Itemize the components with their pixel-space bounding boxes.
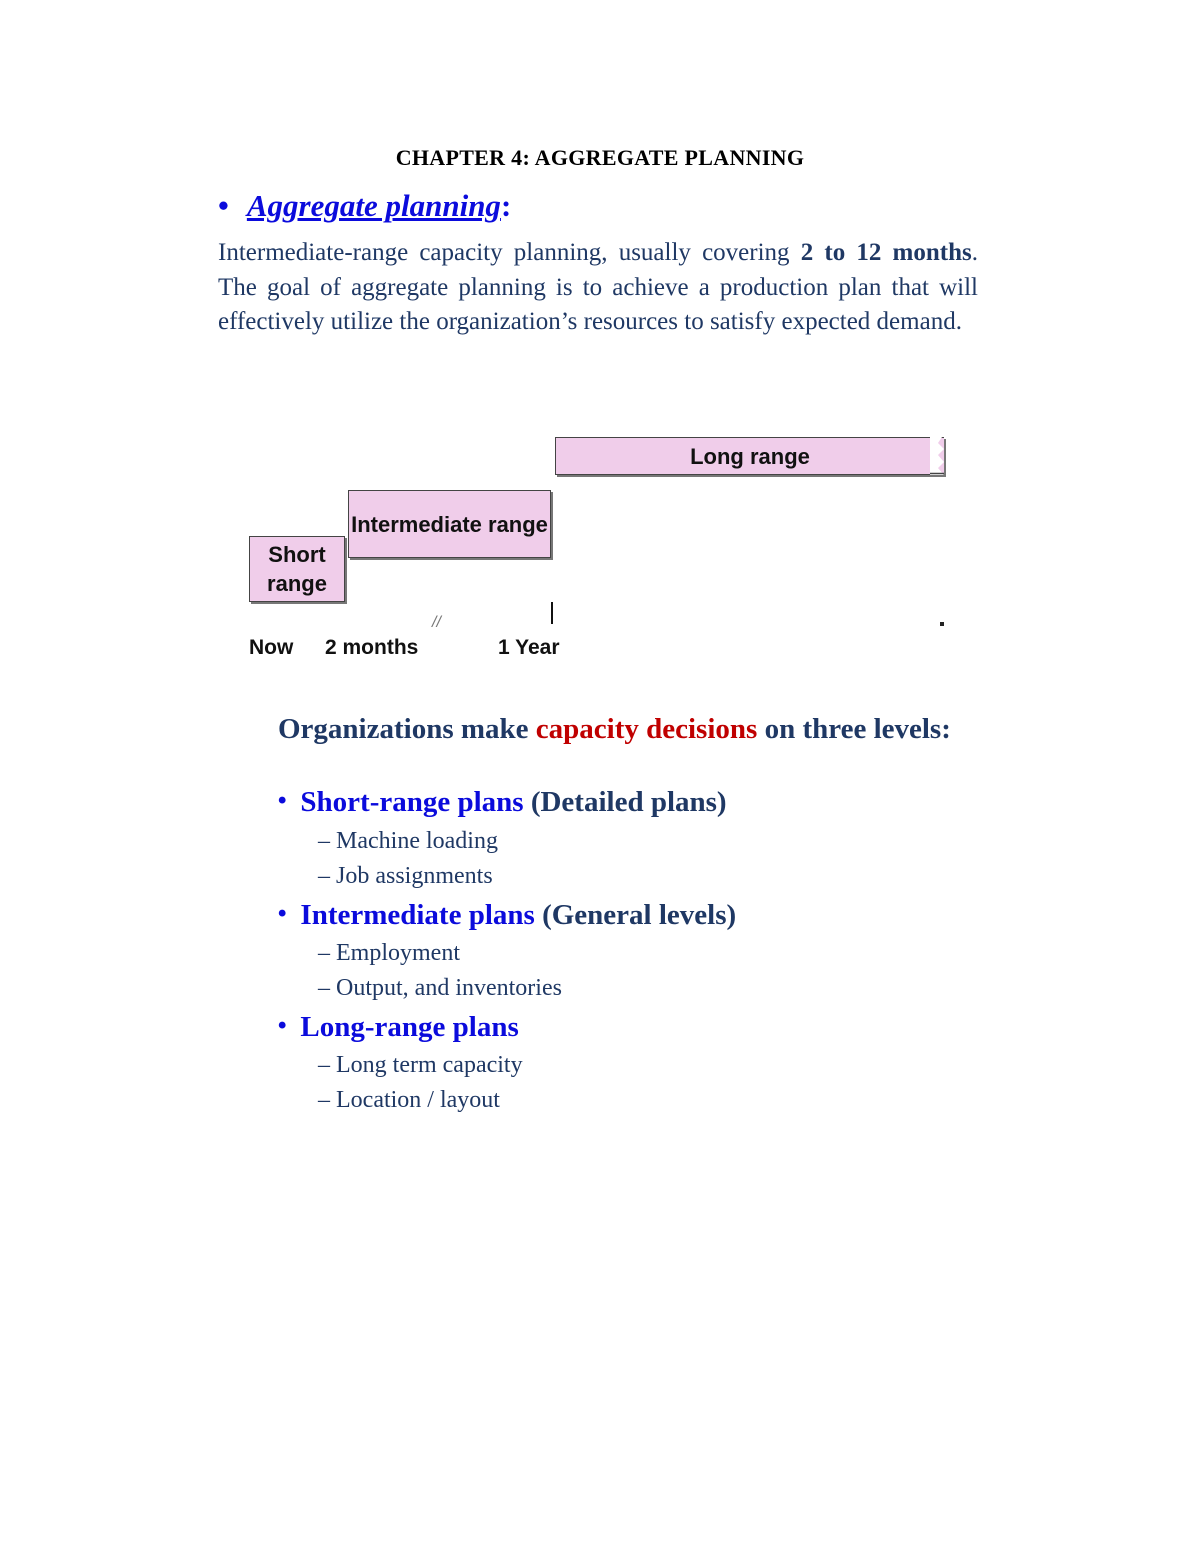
torn-edge-icon bbox=[930, 437, 946, 475]
level-qualifier: (General levels) bbox=[534, 899, 737, 931]
term-label: Aggregate planning bbox=[246, 188, 501, 223]
bullet: • bbox=[218, 188, 229, 223]
level-long-range bbox=[278, 1011, 519, 1044]
term-heading bbox=[218, 188, 511, 224]
list-item: – Machine loading bbox=[318, 828, 498, 854]
level-short-range bbox=[278, 786, 727, 819]
levels-intro bbox=[278, 712, 968, 746]
level-title: Intermediate plans bbox=[300, 899, 535, 931]
definition-text-rest: . The goal of aggregate planning is to achieve a production plan that will effectively utilize the organization’s resources to satisfy expected demand. bbox=[218, 239, 978, 335]
long-range-box bbox=[555, 437, 944, 475]
level-qualifier: (Detailed plans) bbox=[523, 786, 727, 818]
capacity-decisions-highlight: capacity decisions bbox=[535, 713, 758, 745]
levels-intro-text: Organizations make bbox=[278, 713, 536, 745]
bullet: • bbox=[278, 1012, 287, 1039]
tick-label-1-year: 1 Year bbox=[498, 636, 560, 659]
list-item: – Output, and inventories bbox=[318, 975, 562, 1001]
intermediate-range-box bbox=[348, 490, 551, 558]
long-range-label: Long range bbox=[690, 443, 810, 469]
definition-paragraph bbox=[218, 236, 978, 340]
definition-range: 2 to 12 months bbox=[800, 239, 972, 266]
tick-label-now: Now bbox=[249, 636, 294, 659]
list-item: – Job assignments bbox=[318, 863, 493, 889]
chapter-title: CHAPTER 4: AGGREGATE PLANNING bbox=[395, 145, 805, 170]
list-item: – Location / layout bbox=[318, 1087, 500, 1113]
term-colon: : bbox=[500, 188, 512, 223]
bullet: • bbox=[278, 900, 287, 927]
level-title: Short-range plans bbox=[300, 786, 524, 818]
one-year-tick-mark bbox=[551, 602, 553, 624]
list-item: – Long term capacity bbox=[318, 1052, 523, 1078]
short-range-box bbox=[249, 536, 345, 602]
short-range-label: Short range bbox=[267, 542, 327, 596]
axis-break-mark: // bbox=[432, 614, 441, 631]
tick-label-2-months: 2 months bbox=[325, 636, 419, 659]
bullet: • bbox=[278, 787, 287, 814]
definition-text: Intermediate-range capacity planning, usually covering bbox=[218, 239, 801, 266]
level-title: Long-range plans bbox=[300, 1011, 519, 1043]
axis-end-marker bbox=[940, 622, 944, 626]
list-item: – Employment bbox=[318, 940, 460, 966]
intermediate-range-label: Intermediate range bbox=[351, 511, 548, 537]
level-intermediate bbox=[278, 899, 736, 932]
levels-intro-text-end: on three levels: bbox=[757, 713, 951, 745]
